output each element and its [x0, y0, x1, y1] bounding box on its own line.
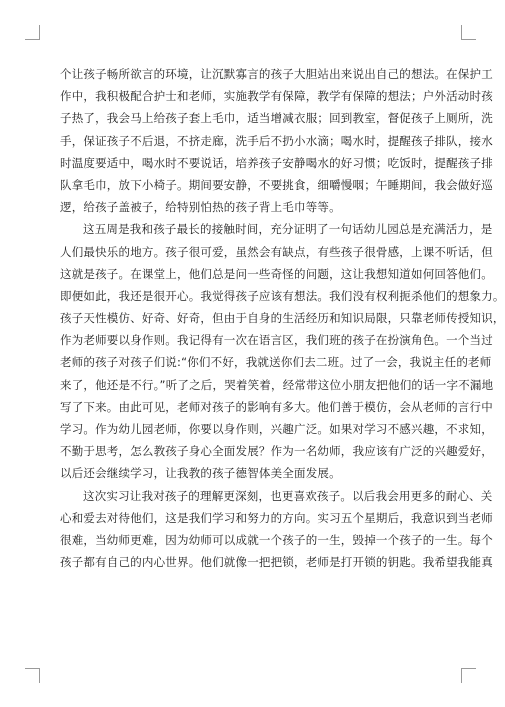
text-line: 不勤于思考，怎么教孩子身心全面发展？作为一名幼师，我应该有广泛的兴趣爱好， [60, 444, 493, 459]
text-line: 时温度要适中，喝水时不要说话，培养孩子安静喝水的好习惯；吃饭时，提醒孩子排 [60, 155, 493, 170]
text-line: 很难，当幼师更难，因为幼师可以成就一个孩子的一生，毁掉一个孩子的一生。每个 [60, 532, 493, 547]
crop-mark-top-right [461, 25, 476, 40]
text-line: 即便如此，我还是很开心。我觉得孩子应该有想法。我们没有权利扼杀他们的想象力。 [60, 288, 505, 303]
text-line: 逻，给孩子盖被子，给特别怕热的孩子背上毛巾等等。 [60, 200, 341, 215]
text-line: 学习。作为幼儿园老师，你要以身作则，兴趣广泛。如果对学习不感兴趣，不求知， [60, 422, 493, 436]
text-line: 作中，我积极配合护士和老师，实施教学有保障，教学有保障的想法；户外活动时孩 [60, 89, 493, 104]
text-line: 孩子天性模仿、好奇、好奇，但由于自身的生活经历和知识局限，只靠老师传授知识， [60, 311, 505, 326]
text-line: 老师的孩子对孩子们说:“你们不好，我就送你们去二班。过了一会，我说主任的老师 [60, 355, 492, 370]
text-line: 心和爱去对待他们，这是我们学习和努力的方向。实习五个星期后，我意识到当老师 [60, 510, 493, 525]
crop-mark-bottom-right [461, 668, 476, 683]
paragraph [60, 485, 493, 574]
text-line: 人们最快乐的地方。孩子很可爱，虽然会有缺点，有些孩子很骨感，上课不听话，但 [60, 244, 493, 259]
text-line: 队拿毛巾，放下小椅子。期间要安静，不要挑食，细嚼慢咽；午睡期间，我会做好巡 [60, 177, 493, 192]
paragraph [60, 218, 505, 484]
text-line: 手，保证孩子不后退，不挤走廊，洗手后不扔小水滴；喝水时，提醒孩子排队，接水 [60, 133, 493, 148]
text-line: 这次实习让我对孩子的理解更深刻，也更喜欢孩子。以后我会用更多的耐心、关 [83, 488, 493, 503]
crop-mark-bottom-left [25, 668, 40, 683]
text-line: 来了，他还是不行。”听了之后，哭着笑着，经常带这位小朋友把他们的话一字不漏地 [60, 377, 494, 392]
text-line: 这就是孩子。在课堂上，他们总是问一些奇怪的问题，这让我想知道如何回答他们。 [60, 266, 493, 281]
text-line: 写了下来。由此可见，老师对孩子的影响有多大。他们善于模仿，会从老师的言行中 [60, 399, 493, 414]
paragraph [60, 63, 493, 218]
document-body [60, 63, 505, 573]
crop-mark-top-left [25, 25, 40, 40]
text-line: 作为老师要以身作则。我记得有一次在语言区，我们班的孩子在扮演角色。一个当过 [60, 333, 493, 348]
text-line: 子热了，我会马上给孩子套上毛巾，适当增减衣服；回到教室，督促孩子上厕所，洗 [60, 111, 493, 126]
text-line: 个让孩子畅所欲言的环境，让沉默寡言的孩子大胆站出来说出自己的想法。在保护工 [60, 67, 493, 81]
text-line: 以后还会继续学习，让我教的孩子德智体美全面发展。 [60, 466, 341, 481]
text-line: 孩子都有自己的内心世界。他们就像一把把锁，老师是打开锁的钥匙。我希望我能真 [60, 555, 493, 570]
text-line: 这五周是我和孩子最长的接触时间，充分证明了一句话幼儿园总是充满活力，是 [83, 222, 493, 237]
